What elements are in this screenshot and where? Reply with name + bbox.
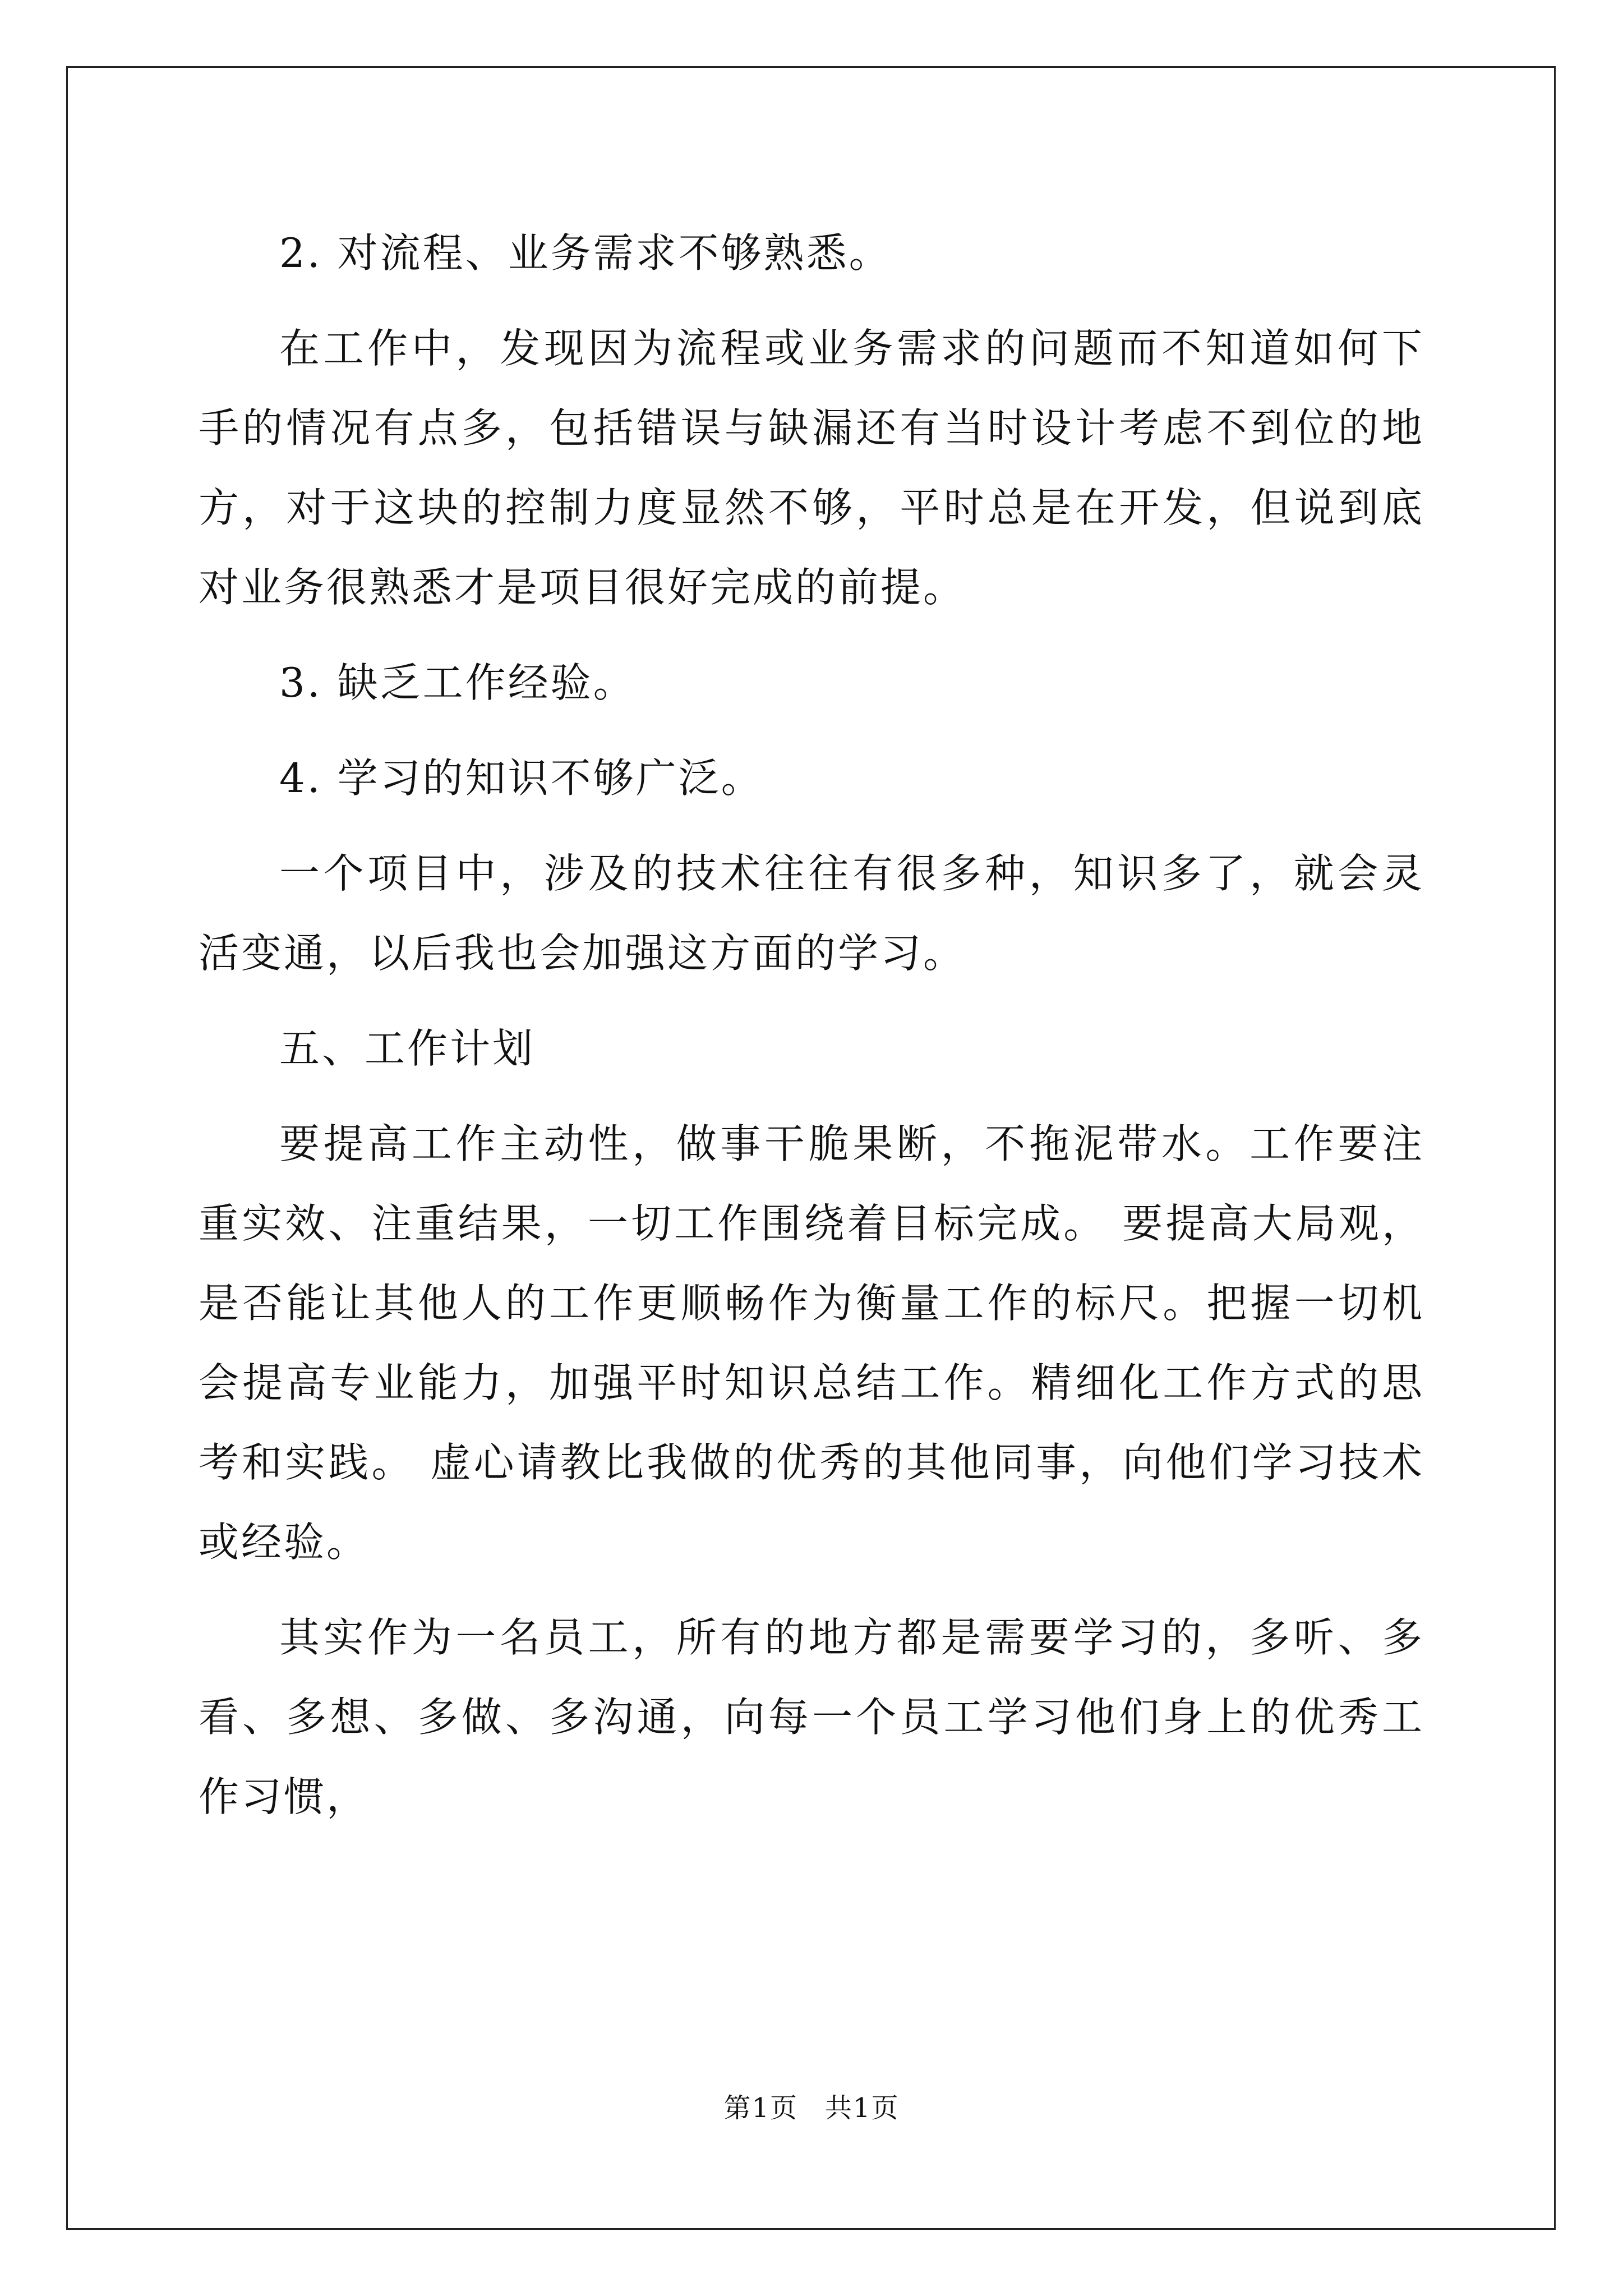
paragraph-process-issues: 在工作中，发现因为流程或业务需求的问题而不知道如何下手的情况有点多，包括错误与缺漏还有当时设计考虑不到位的地方，对于这块的控制力度显然不够，平时总是在开发，但说到底对业务很熟悉才是项目很好完成的前提。 bbox=[199, 325, 1424, 611]
paragraph-item-3: 3. 缺乏工作经验。 bbox=[279, 659, 636, 706]
page-total: 共1页 bbox=[825, 2092, 900, 2124]
page-number: 第1页 bbox=[723, 2092, 798, 2124]
paragraph-project-knowledge: 一个项目中，涉及的技术往往有很多种，知识多了，就会灵活变通，以后我也会加强这方面的学习。 bbox=[199, 850, 1424, 977]
section-heading-work-plan: 五、工作计划 bbox=[279, 1025, 536, 1072]
document-body bbox=[199, 213, 1424, 1837]
paragraph-learning: 其实作为一名员工，所有的地方都是需要学习的，多听、多看、多想、多做、多沟通，向每一个员工学习他们身上的优秀工作习惯， bbox=[199, 1614, 1424, 1820]
paragraph-item-4: 4. 学习的知识不够广泛。 bbox=[279, 754, 764, 802]
page-footer bbox=[0, 2091, 1623, 2125]
paragraph-item-2: 2. 对流程、业务需求不够熟悉。 bbox=[279, 229, 892, 277]
paragraph-work-plan: 要提高工作主动性，做事干脆果断，不拖泥带水。工作要注重实效、注重结果，一切工作围绕着目标完成。 要提高大局观，是否能让其他人的工作更顺畅作为衡量工作的标尺。把握一切机会提高专业能力，加强平时知识总结工作。精细化工作方式的思考和实践。 虚心请教比我做的优秀的其他同事，向他们学习技术或经验。 bbox=[199, 1120, 1424, 1566]
